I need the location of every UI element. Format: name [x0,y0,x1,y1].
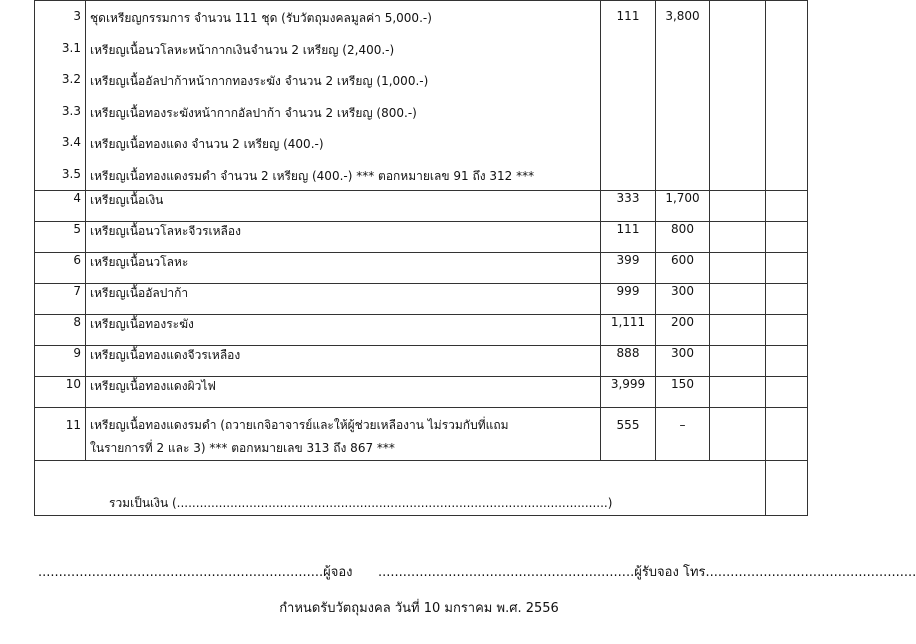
item-price: 300 [656,346,710,377]
item-number: 3.1 [61,40,81,55]
price-cell [656,1,710,191]
item-number-cell [35,1,86,191]
item-quantity: 333 [601,191,656,222]
blank-cell [766,408,808,461]
item-number: 10 [35,377,86,408]
item-description: เหรียญเนื้อทองแดงรมดำ จำนวน 2 เหรียญ (400.-) *** ตอกหมายเลข 91 ถึง 312 *** [90,168,535,183]
item-quantity: 999 [601,284,656,315]
blank-cell [710,191,766,222]
blank-cell [766,315,808,346]
booker-signature-line: .....................................................................ผู้จอง [38,565,353,580]
item-description: เหรียญเนื้อนวโลหะ [86,253,601,284]
blank-cell [766,253,808,284]
blank-cell [710,222,766,253]
item-number: 5 [35,222,86,253]
item-description-line-1: เหรียญเนื้อทองแดงรมดำ (ถวายเกจิอาจารย์และให้ผู้ช่วยเหลืองาน ไม่รวมกับที่แถม [90,418,509,432]
blank-cell [766,346,808,377]
item-description: เหรียญเนื้อนวโลหะจีวรเหลือง [86,222,601,253]
blank-cell [710,284,766,315]
item-price: 1,700 [656,191,710,222]
item-number: 9 [35,346,86,377]
item-number: 7 [35,284,86,315]
item-number: 3.4 [61,135,81,149]
item-description-line-2: ในรายการที่ 2 และ 3) *** ตอกหมายเลข 313 ถึง 867 *** [90,441,395,455]
pickup-date-note: กำหนดรับวัตถุมงคล วันที่ 10 มกราคม พ.ศ. 2556 [279,601,559,616]
item-price: 150 [656,377,710,408]
quantity-cell [601,408,656,461]
item-description: เหรียญเนื้อเงิน [86,191,601,222]
table-row-7 [35,284,808,315]
blank-cell [710,253,766,284]
item-price: 300 [656,284,710,315]
item-price: – [679,418,686,432]
total-row [35,461,808,516]
item-quantity: 555 [616,418,640,432]
table-row-8 [35,315,808,346]
table-row-5 [35,222,808,253]
total-label: รวมเป็นเงิน (.................................................................................................................) [109,496,613,510]
order-table [34,0,808,516]
blank-cell [710,346,766,377]
table-row-10 [35,377,808,408]
item-description: เหรียญเนื้อทองแดงผิวไฟ [86,377,601,408]
blank-cell [766,377,808,408]
item-number: 6 [35,253,86,284]
blank-cell [766,222,808,253]
item-description: เหรียญเนื้อทองระฆังหน้ากากอัลปาก้า จำนวน 2 เหรียญ (800.-) [90,105,417,120]
blank-cell [710,408,766,461]
item-description [90,408,600,460]
table-row-11 [35,408,808,461]
item-description: เหรียญเนื้อทองแดงจีวรเหลือง [86,346,601,377]
item-number: 4 [35,191,86,222]
item-description: เหรียญเนื้อทองระฆัง [86,315,601,346]
item-price: 800 [656,222,710,253]
item-number-cell [35,408,86,461]
item-description: เหรียญเนื้อนวโลหะหน้ากากเงินจำนวน 2 เหรียญ (2,400.-) [90,42,395,57]
blank-cell [766,284,808,315]
item-description-cell [86,1,601,191]
receiver-signature-line: ..............................................................ผู้รับจอง โทร................................................... [378,565,916,580]
price-cell [656,408,710,461]
item-number: 3.2 [61,72,81,86]
item-number: 3.5 [61,166,81,181]
table-row-9 [35,346,808,377]
item-number: 3 [73,9,81,23]
blank-cell [766,191,808,222]
blank-cell [710,1,766,191]
blank-cell [710,315,766,346]
item-description: เหรียญเนื้อทองแดง จำนวน 2 เหรียญ (400.-) [90,137,324,151]
table-row-6 [35,253,808,284]
table-row-4 [35,191,808,222]
item-description: เหรียญเนื้ออัลปาก้า [86,284,601,315]
item-price: 3,800 [665,9,700,23]
item-quantity: 888 [601,346,656,377]
item-number: 3.3 [61,103,81,118]
item-description: เหรียญเนื้ออัลปาก้าหน้ากากทองระฆัง จำนวน 2 เหรียญ (1,000.-) [90,74,429,88]
item-quantity: 1,111 [601,315,656,346]
item-quantity: 111 [616,9,640,23]
item-quantity: 3,999 [601,377,656,408]
item-number: 8 [35,315,86,346]
quantity-cell [601,1,656,191]
item-price: 600 [656,253,710,284]
item-description: ชุดเหรียญกรรมการ จำนวน 111 ชุด (รับวัตถุมงคลมูลค่า 5,000.-) [90,11,432,25]
blank-cell [766,461,808,516]
item-description-cell [86,408,601,461]
item-quantity: 111 [601,222,656,253]
blank-cell [710,377,766,408]
total-cell [35,461,766,516]
item-quantity: 399 [601,253,656,284]
table-row-3 [35,1,808,191]
blank-cell [766,1,808,191]
item-price: 200 [656,315,710,346]
item-number: 11 [65,418,81,432]
